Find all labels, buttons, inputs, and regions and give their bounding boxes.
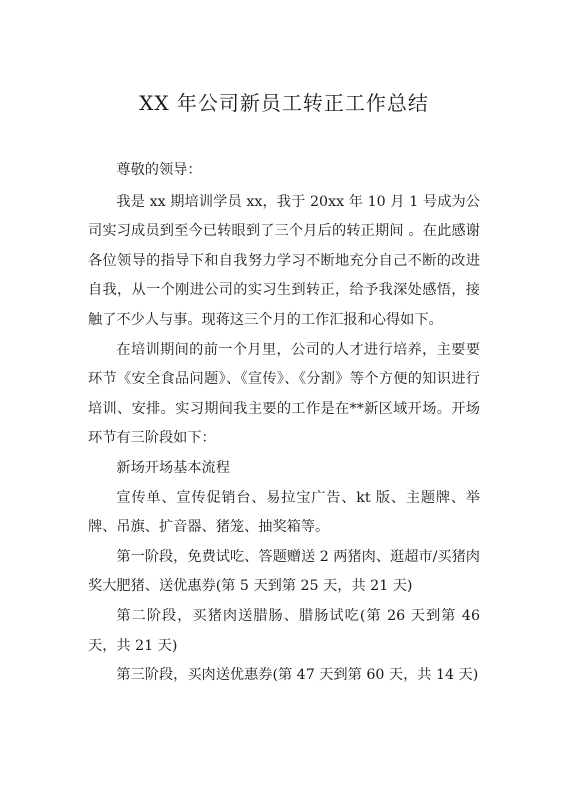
paragraph-process-heading: 新场开场基本流程 [116, 459, 230, 476]
paragraph-stage-2: 第二阶段，买猪肉送腊肠、腊肠试吃(第 26 天到第 46 天，共 21 天) [88, 607, 480, 654]
paragraph-stage-1: 第一阶段，免费试吃、答题赠送 2 两猪肉、逛超市/买猪肉奖大肥猪、送优惠券(第 5 天到第 25 天，共 21 天) [88, 548, 480, 595]
document-body [88, 156, 480, 691]
paragraph-training: 在培训期间的前一个月里，公司的人才进行培养，主要要环节《安全食品问题》、《宣传》、《分割》等个方便的知识进行培训、安排。实习期间我主要的工作是在**新区域开场。开场环节有三阶段如下： [88, 341, 480, 447]
paragraph-intro: 我是 xx 期培训学员 xx，我于 20xx 年 10 月 1 号成为公司实习成员到至今已转眼到了三个月后的转正期间 。在此感谢各位领导的指导下和自我努力学习不断地充分自己不断的改进自我，从一个刚进公司的实习生到转正，给予我深处感悟，接触了不少人与事。现蒋这三个月的工作汇报和心得如下。 [88, 193, 480, 328]
document-title: XX 年公司新员工转正工作总结 [139, 91, 429, 115]
paragraph-stage-3: 第三阶段，买肉送优惠券(第 47 天到第 60 天，共 14 天) [116, 667, 479, 684]
salutation: 尊敬的领导： [116, 162, 202, 178]
paragraph-materials: 宣传单、宣传促销台、易拉宝广告、kt 版、主题牌、举牌、吊旗、扩音器、猪笼、抽奖箱等。 [88, 489, 480, 536]
